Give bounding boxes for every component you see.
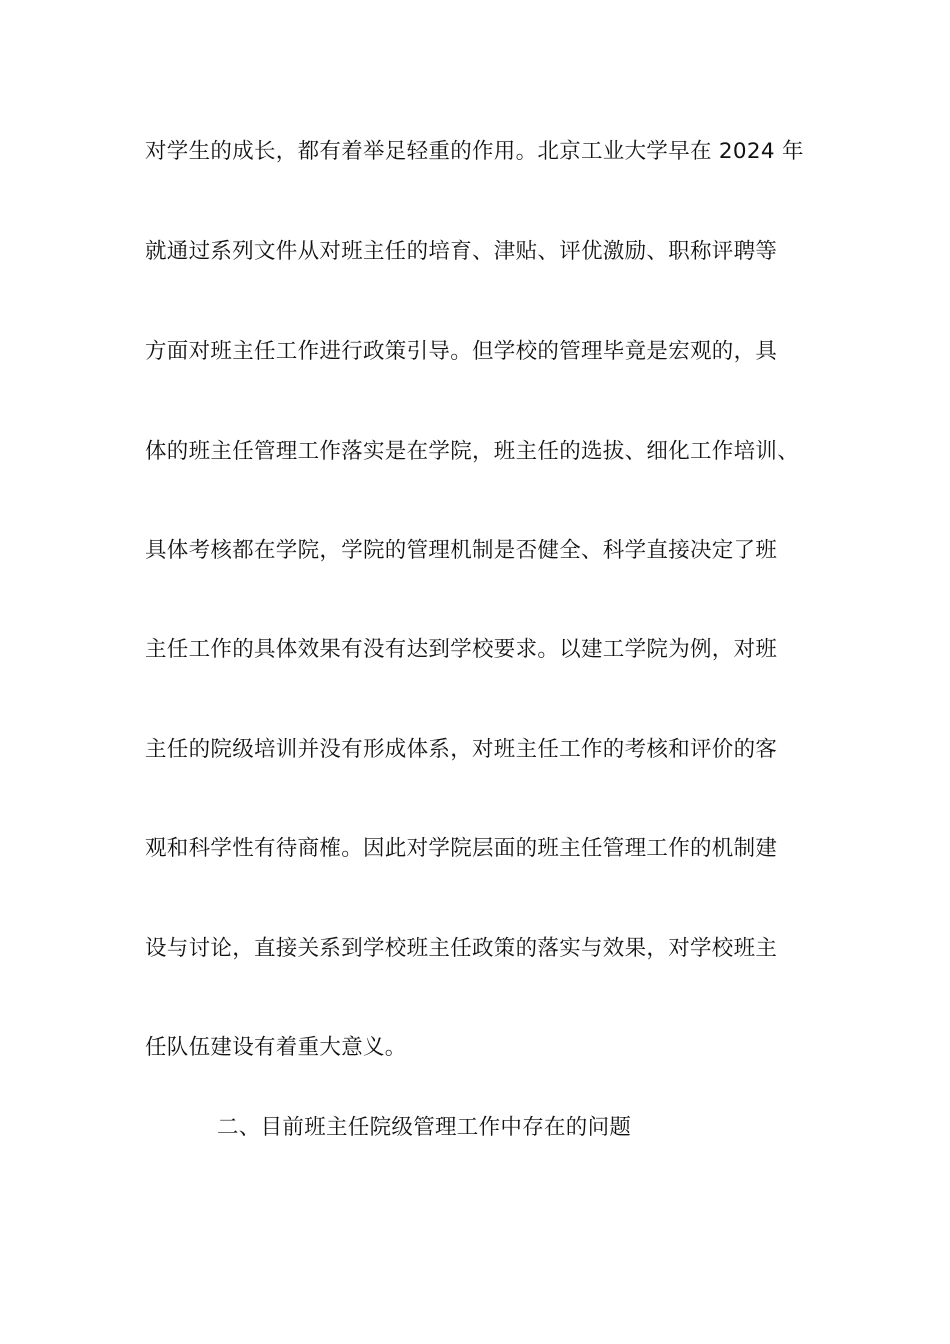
paragraph-line: 对学生的成长，都有着举足轻重的作用。北京工业大学早在 2024 年 bbox=[145, 139, 804, 164]
paragraph-line: 主任工作的具体效果有没有达到学校要求。以建工学院为例，对班 bbox=[145, 637, 778, 662]
paragraph-line: 观和科学性有待商榷。因此对学院层面的班主任管理工作的机制建 bbox=[145, 836, 778, 861]
paragraph-line: 就通过系列文件从对班主任的培育、津贴、评优激励、职称评聘等 bbox=[145, 239, 778, 264]
paragraph-line: 主任的院级培训并没有形成体系，对班主任工作的考核和评价的客 bbox=[145, 737, 778, 762]
paragraph-line: 具体考核都在学院，学院的管理机制是否健全、科学直接决定了班 bbox=[145, 538, 778, 563]
paragraph-line: 任队伍建设有着重大意义。 bbox=[145, 1035, 407, 1060]
section-heading: 二、目前班主任院级管理工作中存在的问题 bbox=[217, 1115, 632, 1140]
paragraph-line: 体的班主任管理工作落实是在学院，班主任的选拔、细化工作培训、 bbox=[145, 439, 800, 464]
paragraph-line: 设与讨论，直接关系到学校班主任政策的落实与效果，对学校班主 bbox=[145, 936, 778, 961]
paragraph-line: 方面对班主任工作进行政策引导。但学校的管理毕竟是宏观的，具 bbox=[145, 339, 778, 364]
